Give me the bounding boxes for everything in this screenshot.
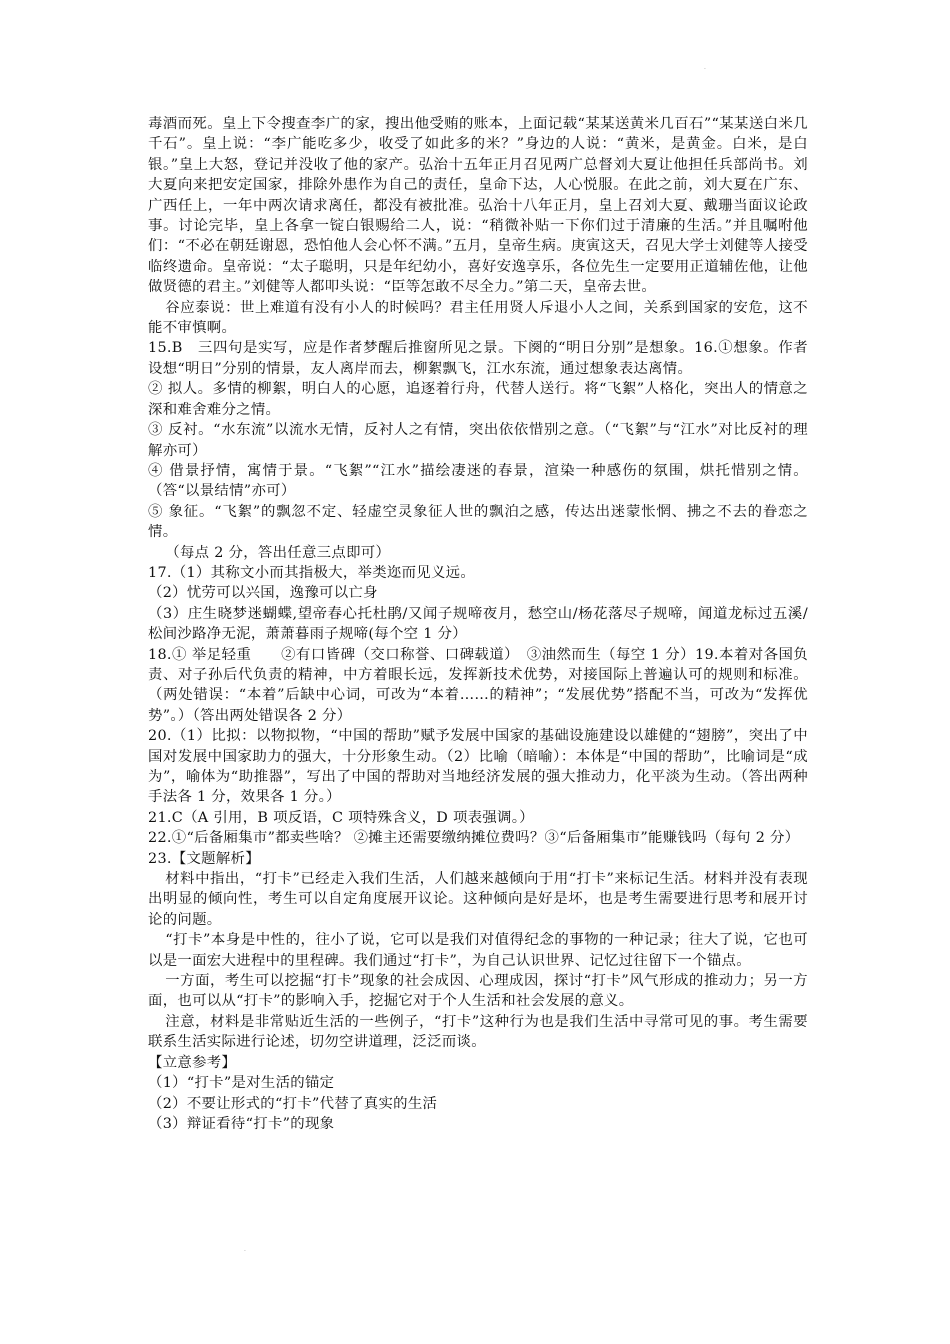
answer-16-point-3: ③ 反衬。“水东流”以流水无情，反衬人之有情，突出依依惜别之意。（“飞絮”与“江水”对比反衬的理解亦可）	[148, 422, 808, 459]
answer-23-heading: 23.【文题解析】	[148, 850, 260, 867]
answer-17-3: （3）庄生晓梦迷蝴蝶,望帝春心托杜鹃/又闻子规啼夜月，愁空山/杨花落尽子规啼，闻道龙标过五溪/松间沙路净无泥，萧萧暮雨子规啼(每个空 1 分）	[148, 605, 808, 643]
answer-15-16: 15.B 三四句是实写，应是作者梦醒后推窗所见之景。下阕的“明日分别”是想象。16.①想象。作者设想“明日”分别的情景，友人离岸而去，柳絮飘飞，江水东流，通过想象表达离情。	[148, 340, 808, 377]
essay-analysis-paragraph: 注意，材料是非常贴近生活的一些例子，“打卡”这种行为也是我们生活中寻常可见的事。考生需要联系生活实际进行论述，切勿空讲道理，泛泛而谈。	[148, 1013, 808, 1051]
translation-paragraph-comment: 谷应泰说：世上难道有没有小人的时候吗？君主任用贤人斥退小人之间，关系到国家的安危，这不能不审慎啊。	[148, 299, 808, 337]
answer-20: 20.（1）比拟：以物拟物，“中国的帮助”赋予发展中国家的基础设施建设以雄健的“翅膀”，突出了中国对发展中国家助力的强大，十分形象生动。（2）比喻（暗喻）：本体是“中国的帮助”，比喻词是“成为”，喻体为“助推器”，写出了中国的帮助对当地经济发展的强大推动力，化平淡为生动。（答出两种手法各 1 分，效果各 1 分。）	[148, 728, 808, 806]
reference-theme-item: （2）不要让形式的“打卡”代替了真实的生活	[148, 1095, 438, 1112]
answer-18-19: 18.① 举足轻重 ②有口皆碑（交口称誉、口碑载道） ③油然而生（每空 1 分）19.本着对各国负责、对子孙后代负责的精神，中方着眼长远，发挥新技术优势，对接国际上普遍认可的规则和标准。（两处错误：“本着”后缺中心词，可改为“本着……的精神”；“发展优势”搭配不当，可改为“发挥优势”。）（答出两处错误各 2 分）	[148, 646, 808, 724]
essay-analysis-paragraph: “打卡”本身是中性的，往小了说，它可以是我们对值得纪念的事物的一种记录；往大了说，它也可以是一面宏大进程中的里程碑。我们通过“打卡”，为自己认识世界、记忆过往留下一个锚点。	[148, 932, 808, 969]
answer-21: 21.C（A 引用，B 项反语，C 项特殊含义，D 项表强调。）	[148, 809, 534, 826]
reference-theme-heading: 【立意参考】	[148, 1054, 237, 1071]
answer-16-point-5: ⑤ 象征。“飞絮”的飘忽不定、轻虚空灵象征人世的飘泊之感，传达出迷蒙怅惘、拂之不去的眷恋之情。	[148, 503, 808, 541]
reference-theme-item: （3）辩证看待“打卡”的现象	[148, 1115, 335, 1132]
page-mark-top: ·	[704, 66, 706, 73]
essay-analysis-paragraph: 材料中指出，“打卡”已经走入我们生活，人们越来越倾向于用“打卡”来标记生活。材料并没有表现出明显的倾向性，考生可以自定角度展开议论。这种倾向是好是坏，也是考生需要进行思考和展开讨论的问题。	[148, 871, 808, 928]
answer-text-body	[148, 114, 808, 1134]
scoring-note-16: （每点 2 分，答出任意三点即可）	[165, 544, 391, 561]
answer-16-point-4: ④ 借景抒情，寓情于景。“飞絮”“江水”描绘凄迷的春景，渲染一种感伤的氛围，烘托惜别之情。（答“以景结情”亦可）	[148, 462, 808, 500]
translation-paragraph: 毒酒而死。皇上下令搜查李广的家，搜出他受贿的账本，上面记载“某某送黄米几百石”“某某送白米几千石”。皇上说：“李广能吃多少，收受了如此多的米？”身边的人说：“黄米，是黄金。白米，是白银。”皇上大怒，登记并没收了他的家产。弘治十五年正月召见两广总督刘大夏让他担任兵部尚书。刘大夏向来把安定国家，排除外患作为自己的责任，皇命下达，人心悦服。在此之前，刘大夏在广东、广西任上，一年中两次请求离任，都没有被批准。弘治十八年正月，皇上召刘大夏、戴珊当面议论政事。讨论完毕，皇上各拿一锭白银赐给二人，说：“稍微补贴一下你们过于清廉的生活。”并且嘱咐他们：“不必在朝廷谢恩，恐怕他人会心怀不满。”五月，皇帝生病。庚寅这天，召见大学士刘健等人接受临终遗命。皇帝说：“太子聪明，只是年纪幼小，喜好安逸享乐，各位先生一定要用正道辅佐他，让他做贤德的君主。”刘健等人都叩头说：“臣等怎敢不尽全力。”第二天，皇帝去世。	[148, 116, 808, 296]
answer-22: 22.①“后备厢集市”都卖些啥？ ②摊主还需要缴纳摊位费吗？③“后备厢集市”能赚钱吗（每句 2 分）	[148, 830, 800, 847]
essay-analysis-paragraph: 一方面，考生可以挖掘“打卡”现象的社会成因、心理成因，探讨“打卡”风气形成的推动力；另一方面，也可以从“打卡”的影响入手，挖掘它对于个人生活和社会发展的意义。	[148, 973, 808, 1010]
answer-17-1: 17.（1）其称文小而其指极大，举类迩而见义远。	[148, 564, 476, 581]
answer-17-2: （2）忧劳可以兴国，逸豫可以亡身	[148, 585, 378, 602]
reference-theme-item: （1）“打卡”是对生活的锚定	[148, 1075, 335, 1092]
answer-16-point-2: ② 拟人。多情的柳絮，明白人的心愿，追逐着行舟，代替人送行。将“飞絮”人格化，突出人的情意之深和难舍难分之情。	[148, 381, 808, 418]
page-mark-bottom: ·	[244, 1248, 246, 1255]
